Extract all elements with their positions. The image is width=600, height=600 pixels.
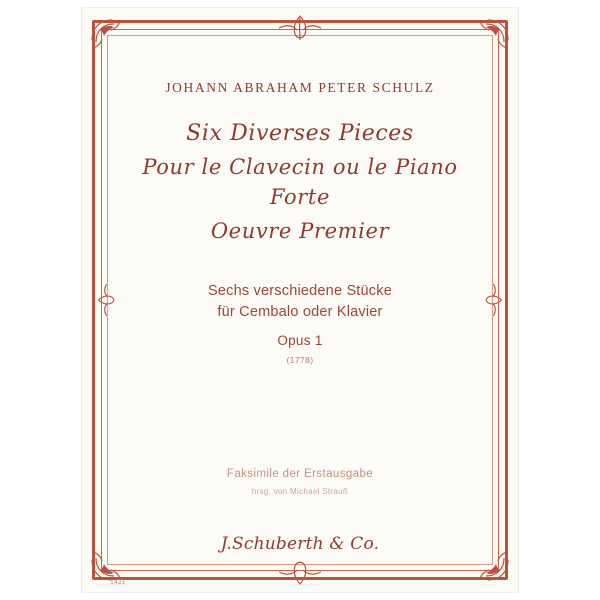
bottom-center-ornament-icon (265, 554, 335, 588)
cover-text-block (116, 54, 484, 365)
top-center-ornament-icon (265, 12, 335, 46)
book-cover (82, 8, 518, 592)
composition-year: (1778) (286, 355, 314, 366)
german-subtitle-line-1: Sechs verschiedene Stücke (208, 282, 392, 299)
facsimile-note: Faksimile der Erstausgabe (226, 468, 374, 480)
editor-credit: hrsg. von Michael Strauß (251, 487, 349, 496)
title-line-2: Pour le Clavecin ou le Piano Forte (142, 155, 458, 210)
edition-note (82, 468, 518, 496)
publisher-name: J.Schuberth & Co. (220, 534, 380, 554)
composer-name: JOHANN ABRAHAM PETER SCHULZ (165, 80, 435, 95)
german-subtitle-line-2: für Cembalo oder Klavier (217, 304, 383, 321)
opus-number: Opus 1 (277, 333, 323, 349)
title-line-3: Oeuvre Premier (210, 218, 390, 243)
title-line-1: Six Diverses Pieces (186, 121, 414, 146)
plate-number: 1421 (110, 579, 126, 586)
publisher-block (82, 534, 518, 554)
main-title (116, 118, 484, 247)
german-subtitle (116, 281, 484, 366)
